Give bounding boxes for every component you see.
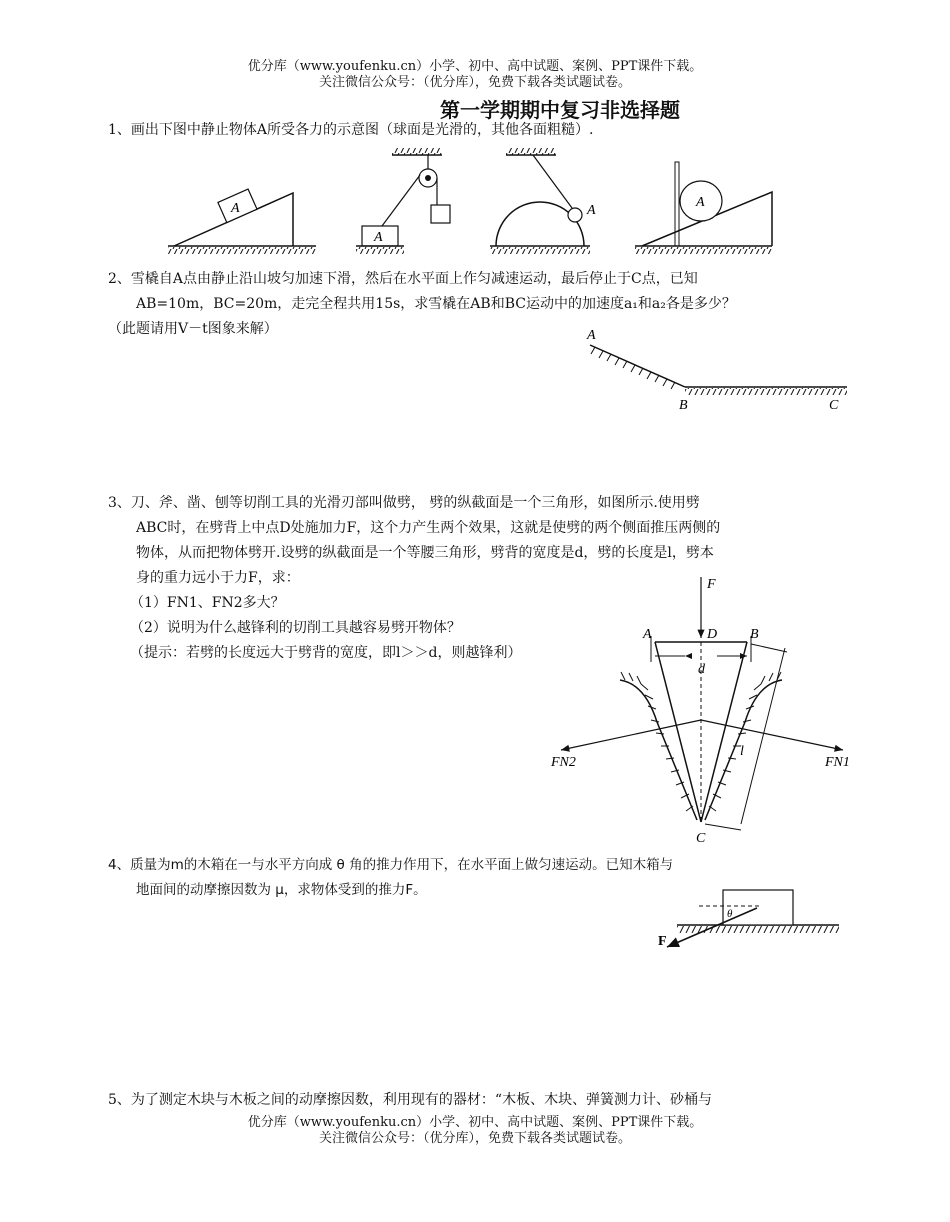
q2-label-b: B — [679, 398, 688, 413]
question-1 — [108, 118, 593, 143]
q3-label-d-width: d — [698, 662, 705, 677]
q1-text: 1、画出下图中静止物体A所受各力的示意图（球面是光滑的，其他各面粗糙）. — [108, 122, 594, 138]
q1-fig-hemisphere — [490, 148, 596, 254]
q1-figures — [160, 145, 800, 260]
q1-fig1-label-a: A — [231, 201, 240, 216]
q2-slope-diagram — [585, 325, 855, 415]
q1-fig-incline — [168, 189, 316, 254]
q3-line-7: （提示：若劈的长度远大于劈背的宽度，即l＞＞d，则越锋利） — [130, 645, 522, 661]
header-line-2: 关注微信公众号：（优分库），免费下载各类试题试卷。 — [318, 75, 631, 90]
footer-line-1: 优分库（www.youfenku.cn）小学、初中、高中试题、案例、PPT课件下载。 — [247, 1115, 703, 1130]
q4-label-f: F — [658, 934, 667, 949]
question-5 — [108, 1088, 712, 1113]
q3-line-2: ABC时，在劈背上中点D处施加力F，这个力产生两个效果，这就是使劈的两个侧面推压两侧的 — [136, 520, 721, 536]
q1-fig-pulley — [356, 148, 450, 254]
q1-fig3-label-a: A — [587, 203, 596, 218]
q4-line-1: 4、质量为m的木箱在一与水平方向成 θ 角的推力作用下，在水平面上做匀速运动。已知木箱与 — [108, 857, 674, 873]
q4-label-theta: θ — [727, 908, 733, 920]
q3-label-c: C — [696, 831, 706, 846]
q2-line-3: （此题请用V－t图象来解） — [108, 321, 278, 337]
q3-label-fn2: FN2 — [551, 755, 576, 770]
q3-line-6: （2）说明为什么越锋利的切削工具越容易劈开物体？ — [130, 620, 461, 636]
q3-label-l: l — [740, 744, 744, 759]
q1-fig4-label-a: A — [696, 195, 705, 210]
q3-line-3: 物体，从而把物体劈开.设劈的纵截面是一个等腰三角形，劈背的宽度是d，劈的长度是l，劈本 — [136, 545, 714, 561]
q2-label-c: C — [829, 398, 839, 413]
q1-fig2-label-a: A — [374, 230, 383, 245]
question-4 — [108, 853, 673, 903]
q1-fig-wall-incline — [635, 162, 772, 254]
q4-box-diagram — [655, 885, 845, 955]
q3-line-4: 身的重力远小于力F，求： — [136, 570, 300, 586]
q2-label-a: A — [587, 328, 596, 343]
q5-line-1: 5、为了测定木块与木板之间的动摩擦因数，利用现有的器材：“木板、木块、弹簧测力计、砂桶与 — [108, 1092, 713, 1108]
q2-line-1: 2、雪橇自A点由静止沿山坡匀加速下滑，然后在水平面上作匀减速运动，最后停止于C点，已知 — [108, 271, 698, 287]
q3-label-b: B — [750, 627, 759, 642]
page-title: 第一学期期中复习非选择题 — [440, 98, 680, 122]
q3-wedge-diagram — [545, 572, 855, 847]
footer-line-2: 关注微信公众号：（优分库），免费下载各类试题试卷。 — [318, 1131, 631, 1146]
q3-line-5: （1）FN1、FN2多大？ — [130, 595, 285, 611]
q3-label-fn1: FN1 — [825, 755, 850, 770]
q2-line-2: AB=10m，BC=20m，走完全程共用15s，求雪橇在AB和BC运动中的加速度a₁和a₂各是多少？ — [136, 296, 736, 312]
q3-line-1: 3、刀、斧、凿、刨等切削工具的光滑刃部叫做劈， 劈的纵截面是一个三角形，如图所示.使用劈 — [108, 495, 700, 511]
q4-line-2: 地面间的动摩擦因数为 μ，求物体受到的推力F。 — [136, 882, 427, 898]
q3-label-a: A — [643, 627, 652, 642]
q3-label-f: F — [707, 577, 716, 592]
header-line-1: 优分库（www.youfenku.cn）小学、初中、高中试题、案例、PPT课件下载。 — [247, 59, 703, 74]
q3-label-d: D — [707, 627, 718, 642]
